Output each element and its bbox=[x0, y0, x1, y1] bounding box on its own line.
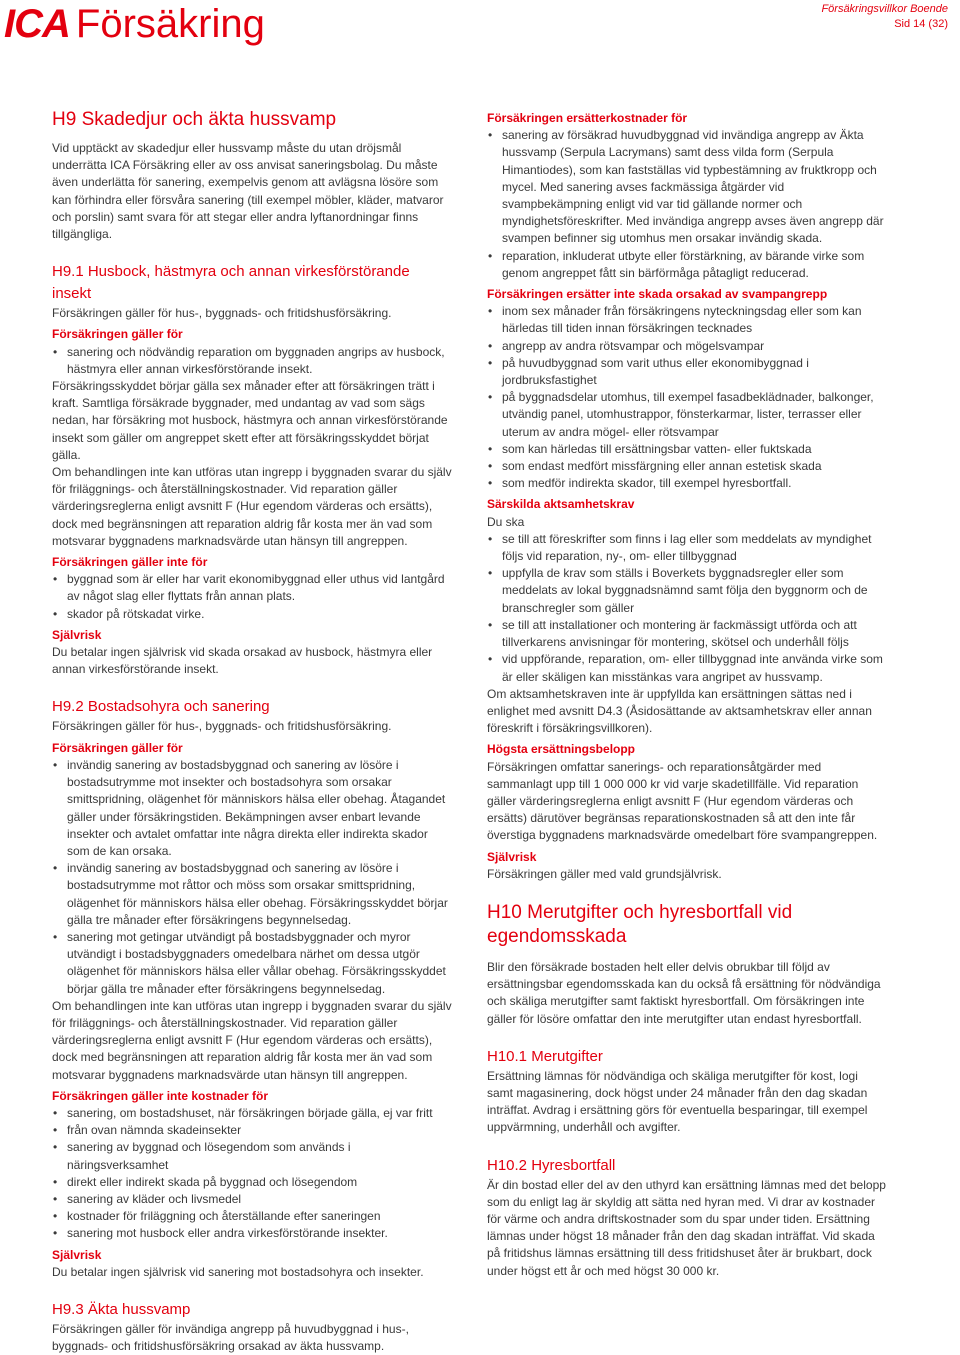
section-h10-title: H10 Merutgifter och hyresbortfall vid egendomsskada bbox=[487, 901, 793, 947]
h92-excess-text: Du betalar ingen självrisk vid sanering mot bostadsohyra och insekter. bbox=[52, 1264, 424, 1279]
h92-excess-heading: Självrisk bbox=[52, 1247, 102, 1262]
special-care-heading: Särskilda aktsamhetskrav bbox=[487, 497, 635, 512]
list-item: • sanering, om bostadshuset, när försäkringen började gälla, ej var fritt bbox=[52, 1105, 452, 1122]
list-item: • direkt eller indirekt skada på byggnad och lösegendom bbox=[52, 1174, 452, 1191]
list-item: • sanering mot husbock eller andra virkesförstörande insekter. bbox=[52, 1225, 452, 1242]
section-h93-title: H9.3 Äkta hussvamp bbox=[52, 1300, 191, 1318]
document-title: Försäkringsvillkor Boende bbox=[821, 3, 948, 15]
list-item: • inom sex månader från försäkringens nyteckningsdag eller som kan härledas till tiden innan försäkringen tecknades bbox=[487, 303, 887, 337]
right-column bbox=[487, 110, 887, 1280]
list-item: • vid uppförande, reparation, om- eller tillbyggnad inte använda virke som är eller skäligen kan misstänkas vara angripet av hussvamp. bbox=[487, 651, 887, 685]
section-h102-title: H10.2 Hyresbortfall bbox=[487, 1156, 616, 1174]
page-number: Sid 14 (32) bbox=[894, 18, 948, 30]
h102-text: Är din bostad eller del av den uthyrd kan ersättning lämnas med det belopp som du enligt lag är skyldig att sätta ned hyran med. Vi drar av kostnader för värme och andra driftskostnader som du spar under tiden. Ersättning lämnas under högst 18 månader från den dag skadan inträffat. Vid skada på fritidshus lämnas ersättning till dess fritidshuset åter är brukbart, dock under högst ett år och med högst 30 000 kr. bbox=[487, 1177, 886, 1278]
h92-paragraph-1: Om behandlingen inte kan utföras utan ingrepp i byggnaden svarar du själv för friläggnings- och återställningskostnader. Vid reparation gäller värderingsreglerna enligt avsnitt F (Hur egendom värderas och ersätts), dock med begränsningen att reparation aldrig får kosta mer än vad som motsvarar byggnadens marknadsvärde utan hänsyn till angreppen. bbox=[52, 998, 452, 1082]
special-care-list bbox=[487, 531, 887, 686]
h92-notcosts-list bbox=[52, 1105, 452, 1243]
h9-intro: Vid upptäckt av skadedjur eller hussvamp måste du utan dröjsmål underrätta ICA Försäkring eller av oss anvisat saneringsbolag. Du måste även underlätta för sanering, exempelvis genom att avlägsna lösöre som kan förhindra eller försvåra sanering (till exempel möbler, kläder, matvaror och porslin) samt svara för att stegar eller andra lyftanordningar finns tillgängliga. bbox=[52, 141, 444, 242]
h91-applies: Försäkringen gäller för hus-, byggnads- och fritidshusförsäkring. bbox=[52, 306, 392, 321]
list-item: • sanering av byggnad och lösegendom som används i näringsverksamhet bbox=[52, 1139, 452, 1173]
h92-applies: Försäkringen gäller för hus-, byggnads- och fritidshusförsäkring. bbox=[52, 719, 392, 734]
h93-excess-text: Försäkringen gäller med vald grundsjälvrisk. bbox=[487, 866, 722, 881]
left-column bbox=[52, 108, 452, 1355]
h91-paragraph-2: Om behandlingen inte kan utföras utan ingrepp i byggnaden svarar du själv för friläggnings- och återställningskostnader. Vid reparation gäller värderingsreglerna enligt avsnitt F (Hur egendom värderas och ersätts), dock med begränsningen att reparation aldrig får kosta mer än vad som motsvarar byggnadens marknadsvärde utan hänsyn till angreppen. bbox=[52, 465, 452, 548]
h91-excess-heading: Självrisk bbox=[52, 627, 102, 642]
h91-covers-list bbox=[52, 344, 452, 378]
list-item: • från ovan nämnda skadeinsekter bbox=[52, 1122, 452, 1139]
section-h92-title: H9.2 Bostadsohyra och sanering bbox=[52, 698, 270, 716]
list-item: • byggnad som är eller har varit ekonomibyggnad eller uthus vid lantgård av något slag eller flyttats från annan plats. bbox=[52, 571, 452, 605]
list-item: • på byggnadsdelar utomhus, till exempel fasadbeklädnader, balkonger, utvändig panel, utomhustrappor, fönsterkarmar, lister, terrasser eller uterum av andra mögel- eller rötsvampar bbox=[487, 389, 887, 441]
section-h9-title: H9 Skadedjur och äkta hussvamp bbox=[52, 109, 337, 130]
h93-intro: Försäkringen gäller för invändiga angrepp på huvudbyggnad i hus-, byggnads- och fritidshusförsäkring orsakad av äkta hussvamp. bbox=[52, 1321, 409, 1354]
list-item: • sanering av kläder och livsmedel bbox=[52, 1191, 452, 1208]
list-item: • angrepp av andra rötsvampar och mögelsvampar bbox=[487, 338, 887, 355]
h91-notcovers-heading: Försäkringen gäller inte för bbox=[52, 555, 208, 570]
list-item: • se till att installationer och montering är fackmässigt utförda och att tillverkarens anvisningar för montering, skötsel och underhåll följs bbox=[487, 617, 887, 651]
special-care-intro: Du ska bbox=[487, 514, 525, 529]
list-item: • skador på rötskadat virke. bbox=[52, 606, 452, 623]
ica-forsakring-logo bbox=[4, 2, 265, 46]
h92-covers-list bbox=[52, 757, 452, 998]
logo-ica-mark: ICA bbox=[4, 1, 70, 46]
list-item: • kostnader för friläggning och återställande efter saneringen bbox=[52, 1208, 452, 1225]
max-amount-text: Försäkringen omfattar sanerings- och reparationsåtgärder med sammanlagt upp till 1 000 000 kr vid varje skadetillfälle. Vid reparation gäller värderingsreglerna enligt avsnitt F (Hur egendom värderas och ersätts) därutöver begränsas reparationskostnaden så att den inte får överstiga byggnadens marknadsvärde omedelbart före svampangreppen. bbox=[487, 759, 878, 843]
h93-notreplaces-heading: Försäkringen ersätter inte skada orsakad av svampangrepp bbox=[487, 287, 828, 302]
h92-covers-heading: Försäkringen gäller för bbox=[52, 740, 183, 755]
list-item: • som medför indirekta skador, till exempel hyresbortfall. bbox=[487, 475, 887, 492]
section-h101-title: H10.1 Merutgifter bbox=[487, 1047, 603, 1065]
max-amount-heading: Högsta ersättningsbelopp bbox=[487, 742, 636, 757]
h91-notcovers-list bbox=[52, 571, 452, 623]
list-item: • på huvudbyggnad som varit uthus eller ekonomibyggnad i jordbruksfastighet bbox=[487, 355, 887, 389]
h93-excess-heading: Självrisk bbox=[487, 849, 537, 864]
logo-brand-text: Försäkring bbox=[75, 1, 265, 46]
list-item: • som endast medfört missfärgning eller annan estetisk skada bbox=[487, 458, 887, 475]
list-item: • sanering av försäkrad huvudbyggnad vid invändiga angrepp av Äkta hussvamp (Serpula Lacrymans) samt dess vilda form (Serpula Himantiodes), som kan fastställas vid typbestämning av fruktkropp och mycel. Med sanering avses fackmässiga åtgärder vid svampbekämpning enligt vid var tid gällande normer och myndighetsföreskrifter. Med invändiga angrepp avses även angrepp där svampen befinner sig utomhus men orsakar invändig skada. bbox=[487, 127, 887, 247]
list-item: • reparation, inkluderat utbyte eller förstärkning, av bärande virke som genom angreppet fått sin bärförmåga påtagligt reducerad. bbox=[487, 248, 887, 282]
special-care-outro: Om aktsamhetskraven inte är uppfyllda kan ersättningen sättas ned i enlighet med avsnitt D4.3 (Åsidosättande av aktsamhetskrav eller annan föreskrift i försäkringsvillkoren). bbox=[487, 686, 872, 736]
h91-covers-heading: Försäkringen gäller för bbox=[52, 327, 183, 342]
h93-notreplaces-list bbox=[487, 303, 887, 492]
list-item: • invändig sanering av bostadsbyggnad och sanering av lösöre i bostadsutrymme mot insekter och bostadsohyra som orsakar smittspridning, olägenhet för människors hälsa eller obehag. Åtagandet gäller under försäkringstiden. Bekämpningen avser enbart levande insekter och avtalet omfattar inte några direkta eller indirekta skador som de kan orsaka. bbox=[52, 757, 452, 860]
list-item: • sanering mot getingar utvändigt på bostadsbyggnader och myror utvändigt i bostadsbyggnaders omedelbara närhet om dessa utgör olägenhet för människors hälsa eller vållar obehag. Försäkringsskyddet börjar gälla tre månader efter försäkringens begynnelsedag. bbox=[52, 929, 452, 998]
list-item: • sanering och nödvändig reparation om byggnaden angrips av husbock, hästmyra eller annan virkesförstörande insekt. bbox=[52, 344, 452, 378]
list-item: • invändig sanering av bostadsbyggnad och sanering av lösöre i bostadsutrymme mot råttor och möss som orsakar smittspridning, olägenhet för människors hälsa eller obehag. Försäkringsskyddet börjar gälla tre månader efter försäkringens begynnelsedag. bbox=[52, 860, 452, 929]
list-item: • se till att föreskrifter som finns i lag eller som meddelats av myndighet följs vid reparation, ny-, om- eller tillbyggnad bbox=[487, 531, 887, 565]
h93-replaces-heading: Försäkringen ersätterkostnader för bbox=[487, 111, 688, 125]
section-h91-title: H9.1 Husbock, hästmyra och annan virkesförstörande insekt bbox=[52, 263, 410, 303]
list-item: • uppfylla de krav som ställs i Boverkets byggnadsregler eller som meddelats av lokal byggnadsnämnd samt följa den byggnorm och de branschregler som gäller bbox=[487, 565, 887, 617]
h10-intro: Blir den försäkrade bostaden helt eller delvis obrukbar till följd av ersättningsbar egendomsskada kan du också få ersättning för nödvändiga och skäliga merutgifter samt faktiskt hyresbortfall. Om försäkringen inte gäller för lösöre omfattar den inte merutgifter utan endast hyresbortfall. bbox=[487, 959, 881, 1026]
h91-paragraph-1: Försäkringsskyddet börjar gälla sex månader efter att försäkringen trätt i kraft. Samtliga försäkrade byggnader, med undantag av vad som sägs nedan, har försäkring mot husbock, hästmyra och annan virkesförstörande insekt som gäller om angreppet skett efter att försäkringsskyddet börjat gälla. bbox=[52, 379, 448, 462]
h93-replaces-list bbox=[487, 127, 887, 282]
list-item: • som kan härledas till ersättningsbar vatten- eller fuktskada bbox=[487, 441, 887, 458]
page-meta bbox=[821, 2, 948, 32]
h101-text: Ersättning lämnas för nödvändiga och skäliga merutgifter för kost, logi samt magasinering, dock högst under 24 månader från den dag skadan inträffat. Avdrag i ersättning görs för eventuella besparingar, till exempel uppvärmning, underhåll och avgifter. bbox=[487, 1068, 868, 1135]
h91-excess-text: Du betalar ingen självrisk vid skada orsakad av husbock, hästmyra eller annan virkesförstörande insekt. bbox=[52, 645, 433, 677]
h92-notcosts-heading: Försäkringen gäller inte kostnader för bbox=[52, 1088, 269, 1103]
